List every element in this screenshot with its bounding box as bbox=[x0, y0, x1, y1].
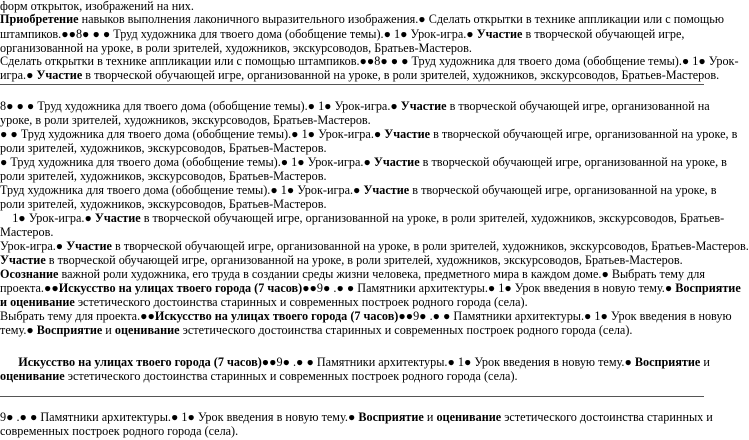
bold-term: Участие bbox=[384, 127, 431, 141]
bold-term: Участие bbox=[400, 99, 447, 113]
text-line bbox=[0, 113, 371, 127]
text-run: в творческой обучающей игре, организованной на уроке, в bbox=[430, 127, 738, 141]
text-run: в творческой обучающей игре, организованной на уроке, в роли зрителей, художников, экскурсоводов, Братьев-Мастеров. bbox=[82, 68, 720, 82]
text-run: ●●9● .● ● Памятники архитектуры.● 1● Урок введения в новую bbox=[398, 309, 732, 323]
text-run: эстетического достоинства старинных и современных построек родного города (села). bbox=[64, 369, 518, 383]
text-line bbox=[0, 197, 327, 211]
text-run: навыков выполнения лаконичного выразительного изображения.● Сделать открытки в технике аппликации или с помощью bbox=[78, 12, 724, 26]
text-run: уроке, в роли зрителей, художников, экскурсоводов, Братьев-Мастеров. bbox=[0, 113, 371, 127]
text-run: эстетического достоинства старинных и современных построек родного города (села). bbox=[179, 323, 633, 337]
bold-term: Искусство на улицах твоего города (7 часов) bbox=[18, 355, 262, 369]
bold-term: Восприятие bbox=[36, 323, 103, 337]
text-run: ● ● Труд художника для твоего дома (обобщение темы).● 1● Урок-игра.● bbox=[0, 127, 385, 141]
bold-term: Восприятие bbox=[675, 281, 741, 295]
text-line bbox=[0, 410, 713, 424]
text-line bbox=[0, 211, 724, 225]
bold-term: Участие bbox=[0, 253, 46, 267]
text-run: Выбрать тему для проекта.●● bbox=[0, 309, 155, 323]
text-run: в творческой обучающей игре, организованной на уроке, в bbox=[419, 155, 727, 169]
text-line bbox=[0, 127, 737, 141]
text-run: игра.● bbox=[0, 68, 37, 82]
text-run: в творческой обучающей игре, организованной на уроке, в роли зрителей, художников, экскурсоводов, Братьев-Мастеров. bbox=[111, 239, 749, 253]
bold-term: Участие bbox=[66, 239, 112, 253]
text-run: эстетического достоинства старинных и современных построек родного города (села). bbox=[74, 295, 528, 309]
bold-term: Участие bbox=[36, 68, 83, 82]
text-run: штампиков.●●8● ● ● Труд художника для твоего дома (обобщение темы).● 1● Урок-игра.● bbox=[0, 27, 477, 41]
text-run: ● Труд художника для твоего дома (обобщение темы).● 1● Урок-игра.● bbox=[0, 155, 374, 169]
text-line bbox=[0, 281, 741, 295]
text-line bbox=[0, 323, 632, 337]
text-line bbox=[0, 309, 732, 323]
text-line bbox=[0, 253, 683, 267]
text-line bbox=[0, 225, 53, 239]
text-run bbox=[0, 355, 18, 369]
bold-term: Искусство на улицах твоего города (7 часов) bbox=[154, 309, 399, 323]
text-run: в творческой обучающей игре, организованной на уроке, в bbox=[409, 183, 717, 197]
text-line bbox=[0, 369, 518, 383]
bold-term: Осознание bbox=[0, 267, 59, 281]
text-line bbox=[0, 141, 327, 155]
text-run: Труд художника для твоего дома (обобщение темы).● 1● Урок-игра.● bbox=[0, 183, 364, 197]
text-line bbox=[0, 239, 749, 253]
text-line bbox=[0, 183, 717, 197]
text-line bbox=[0, 54, 739, 68]
text-line bbox=[0, 12, 724, 26]
bold-term: Искусство на улицах твоего города (7 часов) bbox=[58, 281, 303, 295]
text-run: и bbox=[700, 355, 710, 369]
bold-term: Участие bbox=[476, 27, 523, 41]
bold-term: оценивание bbox=[0, 369, 65, 383]
text-line bbox=[0, 295, 528, 309]
text-line bbox=[0, 155, 727, 169]
text-run: ●●9● .● ● Памятники архитектуры.● 1● Урок введения в новую тему.● bbox=[302, 281, 676, 295]
text-run: и bbox=[423, 410, 437, 424]
text-run: роли зрителей, художников, экскурсоводов, Братьев-Мастеров. bbox=[0, 197, 327, 211]
text-run: и bbox=[102, 323, 115, 337]
text-run: проекта.●● bbox=[0, 281, 59, 295]
bold-term: и оценивание bbox=[0, 295, 75, 309]
text-line bbox=[0, 355, 710, 369]
separator-line bbox=[0, 84, 704, 85]
text-line bbox=[0, 424, 238, 438]
text-run: тему.● bbox=[0, 323, 37, 337]
text-run: в творческой обучающей игре, организованной на уроке, в роли зрителей, художников, экскурсоводов, Братьев- bbox=[140, 211, 725, 225]
text-run: в творческой обучающей игре, bbox=[522, 27, 685, 41]
text-run: роли зрителей, художников, экскурсоводов, Братьев-Мастеров. bbox=[0, 169, 327, 183]
text-line bbox=[0, 99, 710, 113]
text-run: 1● Урок-игра.● bbox=[0, 211, 95, 225]
text-line bbox=[0, 41, 472, 55]
text-run: Урок-игра.● bbox=[0, 239, 67, 253]
bold-term: Участие bbox=[94, 211, 141, 225]
bold-term: Восприятие bbox=[634, 355, 701, 369]
text-run: Сделать открытки в технике аппликации или с помощью штампиков.●●8● ● ● Труд художника для твоего дома (обобщение темы).● 1● Урок- bbox=[0, 54, 739, 68]
separator-line bbox=[0, 396, 704, 397]
text-run: 8● ● ● Труд художника для твоего дома (обобщение темы).● 1● Урок-игра.● bbox=[0, 99, 401, 113]
text-line bbox=[0, 267, 705, 281]
bold-term: Участие bbox=[373, 155, 420, 169]
text-line bbox=[0, 169, 327, 183]
text-run: эстетического достоинства старинных и bbox=[501, 410, 713, 424]
text-run: ●●9● .● ● Памятники архитектуры.● 1● Урок введения в новую тему.● bbox=[261, 355, 635, 369]
text-line bbox=[0, 68, 719, 82]
text-run: Мастеров. bbox=[0, 225, 54, 239]
text-run: 9● .● ● Памятники архитектуры.● 1● Урок введения в новую тему.● bbox=[0, 410, 359, 424]
bold-term: Участие bbox=[363, 183, 410, 197]
text-run: организованной на уроке, в роли зрителей, художников, экскурсоводов, Братьев-Мастеров. bbox=[0, 41, 472, 55]
text-run: форм открыток, изображений на них. bbox=[0, 0, 194, 13]
text-run: в творческой обучающей игре, организованной на уроке, в роли зрителей, художников, экскурсоводов, Братьев-Мастеров. bbox=[45, 253, 683, 267]
text-line bbox=[0, 27, 684, 41]
bold-term: оценивание bbox=[436, 410, 502, 424]
text-run: роли зрителей, художников, экскурсоводов, Братьев-Мастеров. bbox=[0, 141, 327, 155]
bold-term: оценивание bbox=[114, 323, 180, 337]
text-run: современных построек родного города (села). bbox=[0, 424, 239, 438]
text-run: важной роли художника, его труда в создании среды жизни человека, предметного мира в каждом доме.● Выбрать тему для bbox=[58, 267, 705, 281]
text-run: в творческой обучающей игре, организованной на bbox=[446, 99, 710, 113]
bold-term: Восприятие bbox=[358, 410, 424, 424]
bold-term: Приобретение bbox=[0, 12, 79, 26]
